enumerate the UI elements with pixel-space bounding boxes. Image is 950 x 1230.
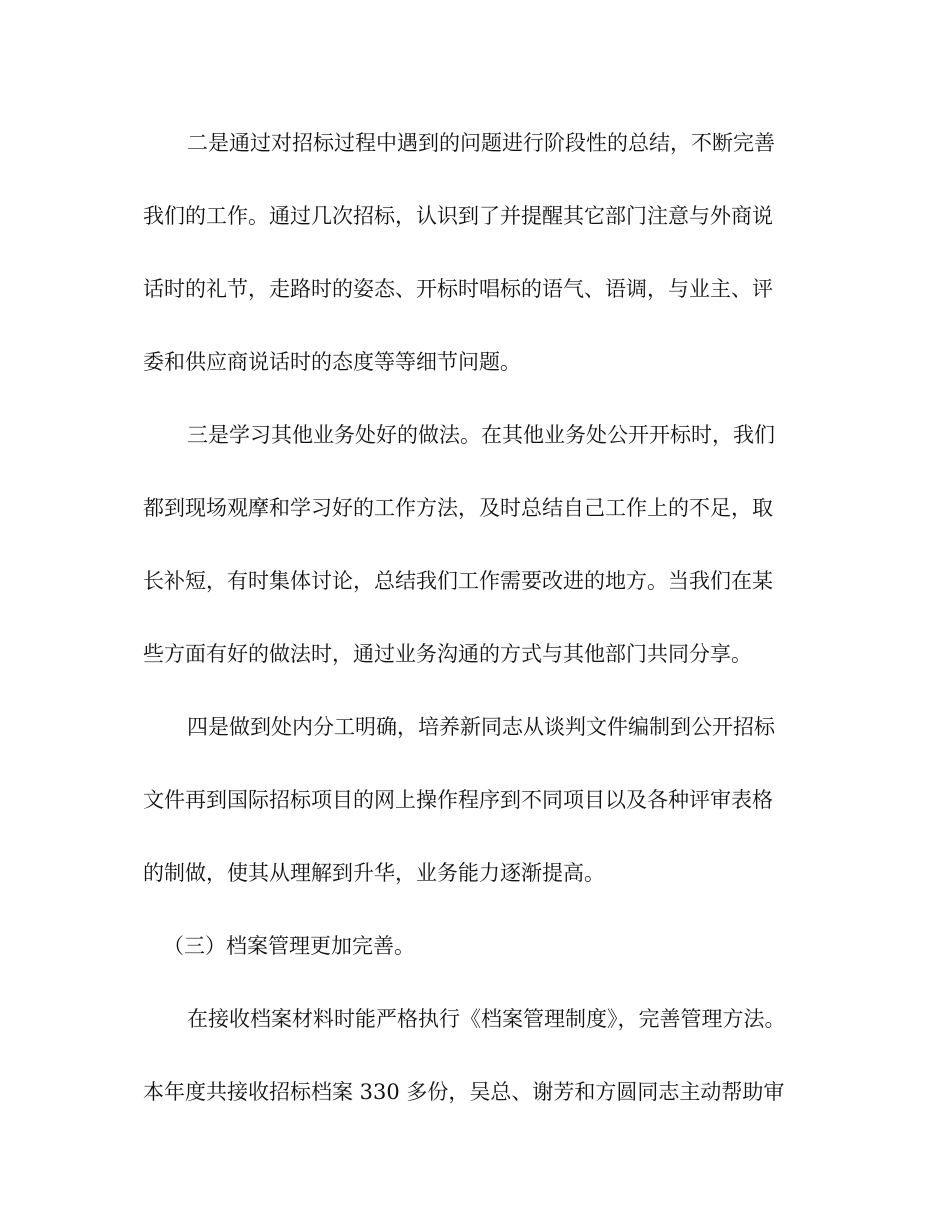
paragraph-2-line-1: 三是学习其他业务处好的做法。在其他业务处公开开标时，我们 (187, 423, 775, 447)
paragraph-1-line-4: 委和供应商说话时的态度等等细节问题。 (143, 350, 521, 374)
paragraph-2-line-4: 些方面有好的做法时，通过业务沟通的方式与其他部门共同分享。 (143, 642, 752, 666)
paragraph-3-line-1: 四是做到处内分工明确，培养新同志从谈判文件编制到公开招标 (187, 715, 775, 739)
paragraph-2-line-2: 都到现场观摩和学习好的工作方法，及时总结自己工作上的不足，取 (143, 496, 773, 520)
paragraph-5-line-1: 在接收档案材料时能严格执行《档案管理制度》，完善管理方法。 (187, 1007, 786, 1031)
paragraph-3-line-3: 的制做，使其从理解到升华，业务能力逐渐提高。 (143, 861, 605, 885)
paragraph-1-line-2: 我们的工作。通过几次招标，认识到了并提醒其它部门注意与外商说 (143, 204, 773, 228)
paragraph-3-line-2: 文件再到国际招标项目的网上操作程序到不同项目以及各种评审表格 (143, 788, 773, 812)
paragraph-2-line-3: 长补短，有时集体讨论，总结我们工作需要改进的地方。当我们在某 (143, 569, 773, 593)
paragraph-1-line-1: 二是通过对招标过程中遇到的问题进行阶段性的总结，不断完善 (187, 131, 775, 155)
paragraph-1-line-3: 话时的礼节，走路时的姿态、开标时唱标的语气、语调，与业主、评 (143, 277, 773, 301)
paragraph-5-line-2: 本年度共接收招标档案 330 多份，吴总、谢芳和方圆同志主动帮助审 (143, 1080, 785, 1104)
section-heading: （三）档案管理更加完善。 (163, 934, 415, 958)
